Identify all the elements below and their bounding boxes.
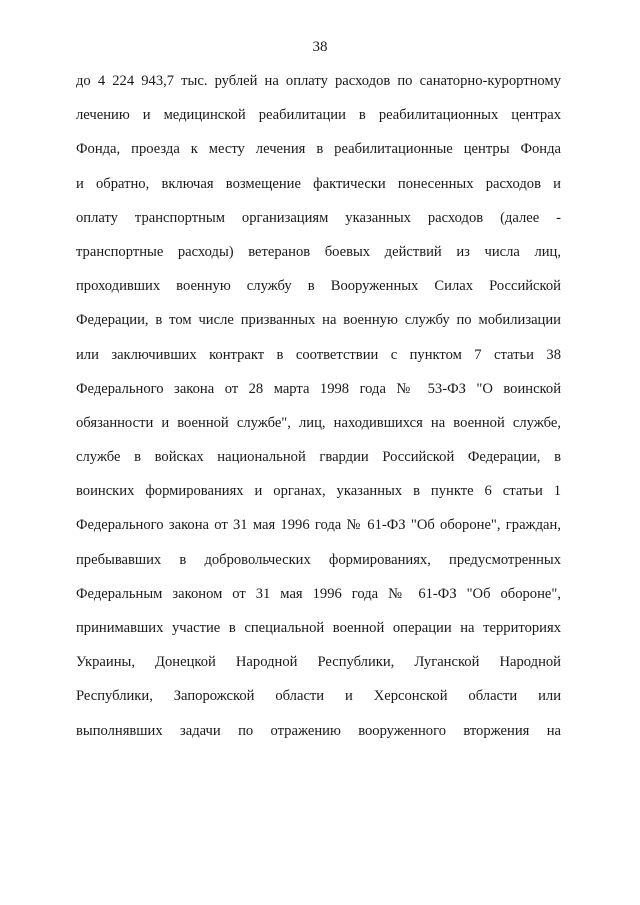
- text-line: обязанности и военной службе", лиц, находившихся на военной службе,: [76, 414, 561, 431]
- body-text: [76, 71, 561, 755]
- page-number: 38: [312, 39, 328, 55]
- text-line: оплату транспортным организациям указанных расходов (далее -: [76, 209, 561, 226]
- text-line: Фонда, проезда к месту лечения в реабилитационные центры Фонда: [76, 141, 561, 158]
- text-line: пребывавших в добровольческих формированиях, предусмотренных: [76, 551, 561, 568]
- text-line: выполнявших задачи по отражению вооруженного вторжения на: [76, 722, 561, 739]
- text-line: Федерального закона от 31 мая 1996 года № 61-ФЗ "Об обороне", граждан,: [76, 517, 561, 534]
- text-line: службе в войсках национальной гвардии Российской Федерации, в: [76, 449, 561, 466]
- text-line: Республики, Запорожской области и Херсонской области или: [76, 688, 561, 705]
- text-line: Федерального закона от 28 марта 1998 года № 53-ФЗ "О воинской: [76, 380, 561, 397]
- text-line: воинских формированиях и органах, указанных в пункте 6 статьи 1: [76, 483, 561, 500]
- text-line: лечению и медицинской реабилитации в реабилитационных центрах: [76, 107, 561, 124]
- text-line: и обратно, включая возмещение фактически понесенных расходов и: [76, 175, 561, 192]
- text-line: Федеральным законом от 31 мая 1996 года № 61-ФЗ "Об обороне",: [76, 585, 561, 602]
- text-line: или заключивших контракт в соответствии с пунктом 7 статьи 38: [76, 346, 561, 363]
- text-line: проходивших военную службу в Вооруженных Силах Российской: [76, 278, 561, 295]
- text-line: Федерации, в том числе призванных на военную службу по мобилизации: [76, 312, 561, 329]
- text-line: до 4 224 943,7 тыс. рублей на оплату расходов по санаторно-курортному: [76, 73, 561, 89]
- text-line: принимавших участие в специальной военной операции на территориях: [76, 620, 561, 636]
- text-line: Украины, Донецкой Народной Республики, Луганской Народной: [76, 654, 561, 671]
- text-line: транспортные расходы) ветеранов боевых действий из числа лиц,: [76, 243, 561, 260]
